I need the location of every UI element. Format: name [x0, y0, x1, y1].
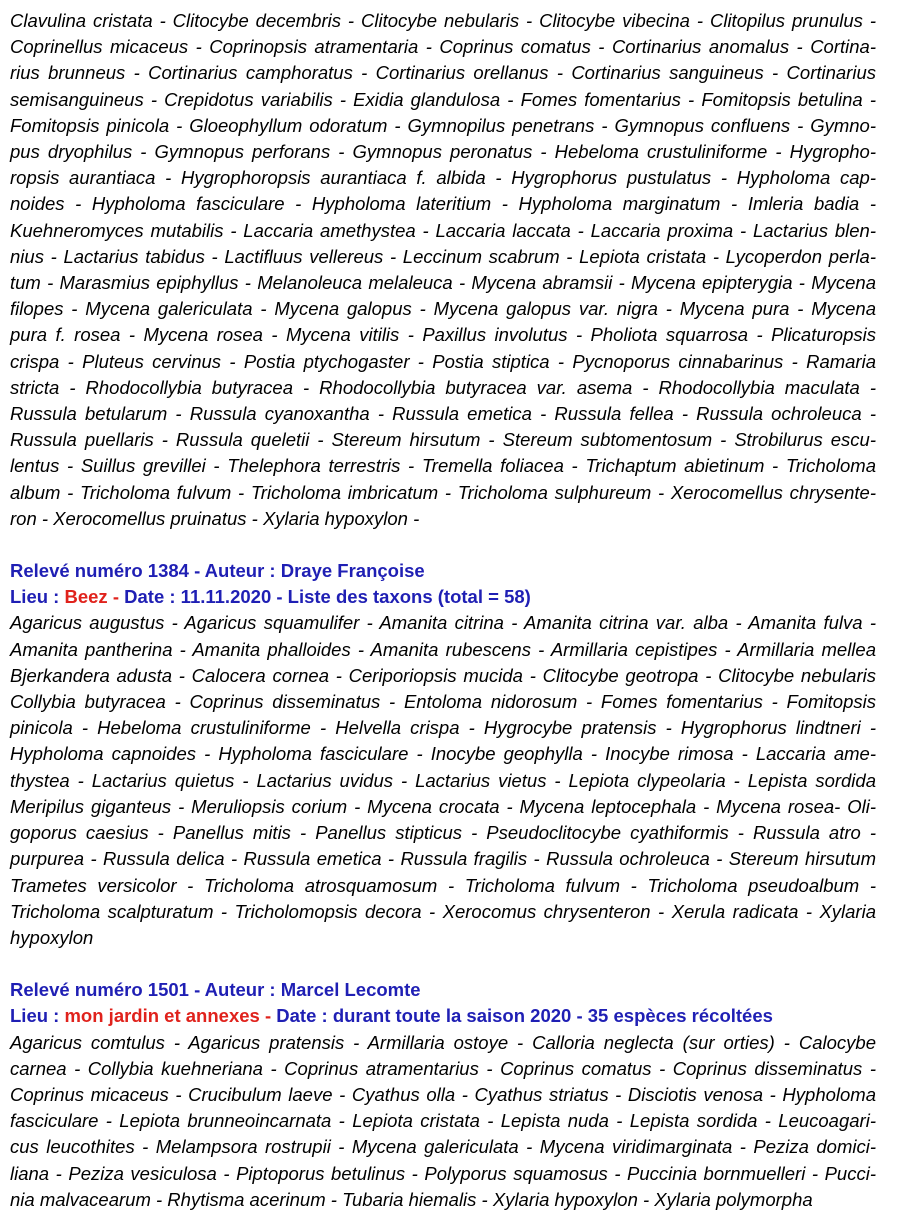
text-line: Russula betularum - Russula cyanoxantha - Russula emetica - Russula fellea - Russula ochroleuca -: [10, 403, 876, 425]
location-value: mon jardin et annexes: [64, 1005, 260, 1027]
text-line: noides - Hypholoma fasciculare - Hypholoma lateritium - Hypholoma marginatum - Imleria badia -: [10, 193, 876, 215]
text-line: Coprinus micaceus - Crucibulum laeve - Cyathus olla - Cyathus striatus - Disciotis venosa - Hypholoma: [10, 1083, 876, 1105]
record-header-title: Relevé numéro 1384 - Auteur : Draye Françoise: [10, 560, 425, 582]
text-line: Clavulina cristata - Clitocybe decembris - Clitocybe nebularis - Clitocybe vibecina - Clitopilus prunulus -: [10, 10, 876, 31]
text-line: Trametes versicolor - Tricholoma atrosquamosum - Tricholoma fulvum - Tricholoma pseudoalbum -: [10, 874, 876, 896]
text-line: purpurea - Russula delica - Russula emetica - Russula fragilis - Russula ochroleuca - Stereum hirsutum: [10, 848, 876, 870]
text-line: ron - Xerocomellus pruinatus - Xylaria hypoxylon -: [10, 507, 420, 529]
location-separator: -: [107, 586, 125, 608]
record-header-location: [10, 1003, 876, 1029]
text-line: Fomitopsis pinicola - Gloeophyllum odoratum - Gymnopilus penetrans - Gymnopus confluens - Gymno-: [10, 114, 876, 136]
text-line: rius brunneus - Cortinarius camphoratus - Cortinarius orellanus - Cortinarius sanguineus - Cortinarius: [10, 62, 876, 84]
text-line: pinicola - Hebeloma crustuliniforme - Helvella crispa - Hygrocybe pratensis - Hygrophorus lindtneri -: [10, 717, 876, 739]
document-page: [10, 8, 876, 1213]
location-value: Beez: [64, 586, 108, 608]
taxa-list-1384: [10, 610, 876, 951]
record-header-title: Relevé numéro 1501 - Auteur : Marcel Lecomte: [10, 979, 421, 1001]
text-line: semisanguineus - Crepidotus variabilis - Exidia glandulosa - Fomes fomentarius - Fomitopsis betulina -: [10, 88, 876, 110]
text-line: Tricholoma scalpturatum - Tricholomopsis decora - Xerocomus chrysenteron - Xerula radicata - Xylaria: [10, 900, 876, 922]
location-label: Lieu :: [10, 586, 65, 608]
text-line: Amanita pantherina - Amanita phalloides - Amanita rubescens - Armillaria cepistipes - Armillaria mellea: [10, 638, 876, 660]
text-line: Agaricus augustus - Agaricus squamulifer - Amanita citrina - Amanita citrina var. alba - Amanita fulva -: [10, 612, 876, 634]
text-line: ropsis aurantiaca - Hygrophoropsis aurantiaca f. albida - Hygrophorus pustulatus - Hypholoma cap-: [10, 167, 876, 189]
text-line: Collybia butyracea - Coprinus disseminatus - Entoloma nidorosum - Fomes fomentarius - Fomitopsis: [10, 691, 876, 713]
text-line: fasciculare - Lepiota brunneoincarnata - Lepiota cristata - Lepista nuda - Lepista sordida - Leucoagari-: [10, 1110, 876, 1132]
text-line: pura f. rosea - Mycena rosea - Mycena vitilis - Paxillus involutus - Pholiota squarrosa - Plicaturopsis: [10, 324, 876, 346]
text-line: hypoxylon: [10, 926, 94, 948]
text-line: liana - Peziza vesiculosa - Piptoporus betulinus - Polyporus squamosus - Puccinia bornmuelleri - Pucci-: [10, 1162, 876, 1184]
date-and-count: Date : durant toute la saison 2020 - 35 espèces récoltées: [276, 1005, 773, 1027]
section-spacer: [10, 532, 876, 558]
text-line: Bjerkandera adusta - Calocera cornea - Ceriporiopsis mucida - Clitocybe geotropa - Clitocybe nebularis: [10, 664, 876, 686]
text-line: Russula puellaris - Russula queletii - Stereum hirsutum - Stereum subtomentosum - Strobilurus escu-: [10, 429, 876, 451]
taxa-list-1501: [10, 1030, 876, 1213]
text-line: Hypholoma capnoides - Hypholoma fasciculare - Inocybe geophylla - Inocybe rimosa - Laccaria ame-: [10, 743, 876, 765]
record-1501: [10, 977, 876, 1213]
text-line: album - Tricholoma fulvum - Tricholoma imbricatum - Tricholoma sulphureum - Xerocomellus chrysente-: [10, 481, 876, 503]
text-line: Meripilus giganteus - Meruliopsis corium - Mycena crocata - Mycena leptocephala - Mycena rosea- Oli-: [10, 795, 876, 817]
text-line: crispa - Pluteus cervinus - Postia ptychogaster - Postia stiptica - Pycnoporus cinnabarinus - Ramaria: [10, 350, 876, 372]
text-line: Kuehneromyces mutabilis - Laccaria amethystea - Laccaria laccata - Laccaria proxima - Lactarius blen-: [10, 219, 876, 241]
text-line: stricta - Rhodocollybia butyracea - Rhodocollybia butyracea var. asema - Rhodocollybia maculata -: [10, 376, 876, 398]
date-and-count: Date : 11.11.2020 - Liste des taxons (total = 58): [124, 586, 531, 608]
text-line: goporus caesius - Panellus mitis - Panellus stipticus - Pseudoclitocybe cyathiformis - Russula atro -: [10, 822, 876, 844]
record-1384: [10, 558, 876, 951]
text-line: Coprinellus micaceus - Coprinopsis atramentaria - Coprinus comatus - Cortinarius anomalus - Cortina-: [10, 36, 876, 58]
text-line: carnea - Collybia kuehneriana - Coprinus atramentarius - Coprinus comatus - Coprinus disseminatus -: [10, 1057, 876, 1079]
section-spacer: [10, 951, 876, 977]
text-line: thystea - Lactarius quietus - Lactarius uvidus - Lactarius vietus - Lepiota clypeolaria - Lepista sordida: [10, 769, 876, 791]
location-label: Lieu :: [10, 1005, 65, 1027]
text-line: Agaricus comtulus - Agaricus pratensis - Armillaria ostoye - Calloria neglecta (sur orties) - Calocybe: [10, 1031, 876, 1053]
text-line: cus leucothites - Melampsora rostrupii - Mycena galericulata - Mycena viridimarginata - Peziza domici-: [10, 1136, 876, 1158]
text-line: nia malvacearum - Rhytisma acerinum - Tubaria hiemalis - Xylaria hypoxylon - Xylaria polymorpha: [10, 1188, 813, 1210]
text-line: nius - Lactarius tabidus - Lactifluus vellereus - Leccinum scabrum - Lepiota cristata - Lycoperdon perla-: [10, 245, 876, 267]
location-separator: -: [259, 1005, 277, 1027]
text-line: pus dryophilus - Gymnopus perforans - Gymnopus peronatus - Hebeloma crustuliniforme - Hygropho-: [10, 141, 876, 163]
text-line: tum - Marasmius epiphyllus - Melanoleuca melaleuca - Mycena abramsii - Mycena epipterygia - Mycena: [10, 272, 876, 294]
taxa-list-previous: [10, 8, 876, 532]
text-line: lentus - Suillus grevillei - Thelephora terrestris - Tremella foliacea - Trichaptum abietinum - Tricholoma: [10, 455, 876, 477]
text-line: filopes - Mycena galericulata - Mycena galopus - Mycena galopus var. nigra - Mycena pura - Mycena: [10, 298, 876, 320]
record-header-location: [10, 584, 876, 610]
